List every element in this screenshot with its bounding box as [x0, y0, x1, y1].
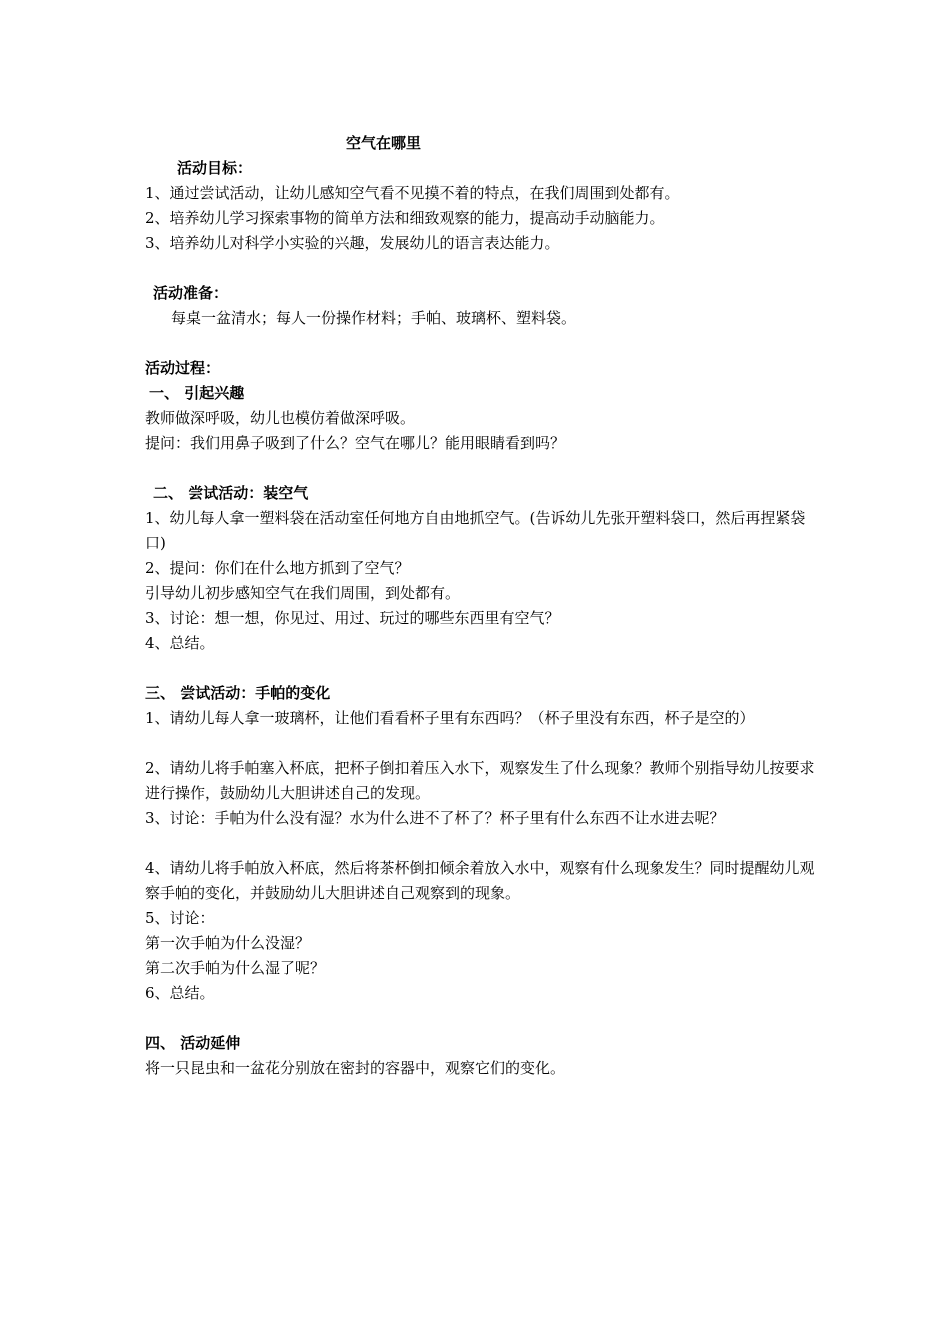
- section-3-line-4: 4、请幼儿将手帕放入杯底，然后将茶杯倒扣倾余着放入水中，观察有什么现象发生？同时提醒幼儿观察手帕的变化，并鼓励幼儿大胆讲述自己观察到的现象。: [145, 859, 815, 902]
- section-1-heading: 一、 引起兴趣: [149, 384, 245, 402]
- spacer: [145, 256, 815, 281]
- section-3-line-7: 第二次手帕为什么湿了呢？: [145, 959, 326, 977]
- section-3-line-8: 6、总结。: [145, 984, 215, 1002]
- process-heading: 活动过程：: [145, 359, 221, 377]
- spacer: [145, 1006, 815, 1031]
- section-2-line: 引导幼儿初步感知空气在我们周围，到处都有。: [145, 584, 461, 602]
- page-title: 空气在哪里: [346, 134, 422, 152]
- section-2-line: 4、总结。: [145, 634, 215, 652]
- goal-item-3: 3、培养幼儿对科学小实验的兴趣，发展幼儿的语言表达能力。: [145, 234, 560, 252]
- section-2-line: 1、幼儿每人拿一塑料袋在活动室任何地方自由地抓空气。(告诉幼儿先张开塑料袋口，然后再捏紧袋口): [145, 509, 806, 552]
- goals-heading: 活动目标：: [177, 159, 253, 177]
- section-3-line-2: 2、请幼儿将手帕塞入杯底，把杯子倒扣着压入水下，观察发生了什么现象？教师个别指导幼儿按要求进行操作，鼓励幼儿大胆讲述自己的发现。: [145, 759, 815, 802]
- section-4-heading: 四、 活动延伸: [145, 1034, 241, 1052]
- goal-item-1: 1、通过尝试活动，让幼儿感知空气看不见摸不着的特点，在我们周围到处都有。: [145, 184, 680, 202]
- goal-item-2: 2、培养幼儿学习探索事物的简单方法和细致观察的能力，提高动手动脑能力。: [145, 209, 665, 227]
- section-2-line: 3、讨论：想一想，你见过、用过、玩过的哪些东西里有空气？: [145, 609, 560, 627]
- section-2-heading: 二、 尝试活动：装空气: [153, 484, 309, 502]
- section-3-line-1: 1、请幼儿每人拿一玻璃杯，让他们看看杯子里有东西吗？（杯子里没有东西，杯子是空的）: [145, 709, 755, 727]
- section-1-line: 教师做深呼吸，幼儿也模仿着做深呼吸。: [145, 409, 416, 427]
- prep-heading: 活动准备：: [153, 284, 229, 302]
- spacer: [145, 456, 815, 481]
- spacer: [145, 831, 815, 856]
- document-body: [145, 131, 815, 1081]
- section-4-line-1: 将一只昆虫和一盆花分别放在密封的容器中，观察它们的变化。: [145, 1059, 566, 1077]
- spacer: [145, 331, 815, 356]
- spacer: [145, 656, 815, 681]
- section-3-line-3: 3、讨论：手帕为什么没有湿？水为什么进不了杯了？杯子里有什么东西不让水进去呢？: [145, 809, 725, 827]
- section-3-heading: 三、 尝试活动：手帕的变化: [145, 684, 331, 702]
- prep-body: 每桌一盆清水；每人一份操作材料；手帕、玻璃杯、塑料袋。: [171, 309, 577, 327]
- spacer: [145, 731, 815, 756]
- section-1-line: 提问：我们用鼻子吸到了什么？空气在哪儿？能用眼睛看到吗？: [145, 434, 566, 452]
- section-2-line: 2、提问：你们在什么地方抓到了空气？: [145, 559, 410, 577]
- section-3-line-5: 5、讨论：: [145, 909, 215, 927]
- section-3-line-6: 第一次手帕为什么没湿？: [145, 934, 311, 952]
